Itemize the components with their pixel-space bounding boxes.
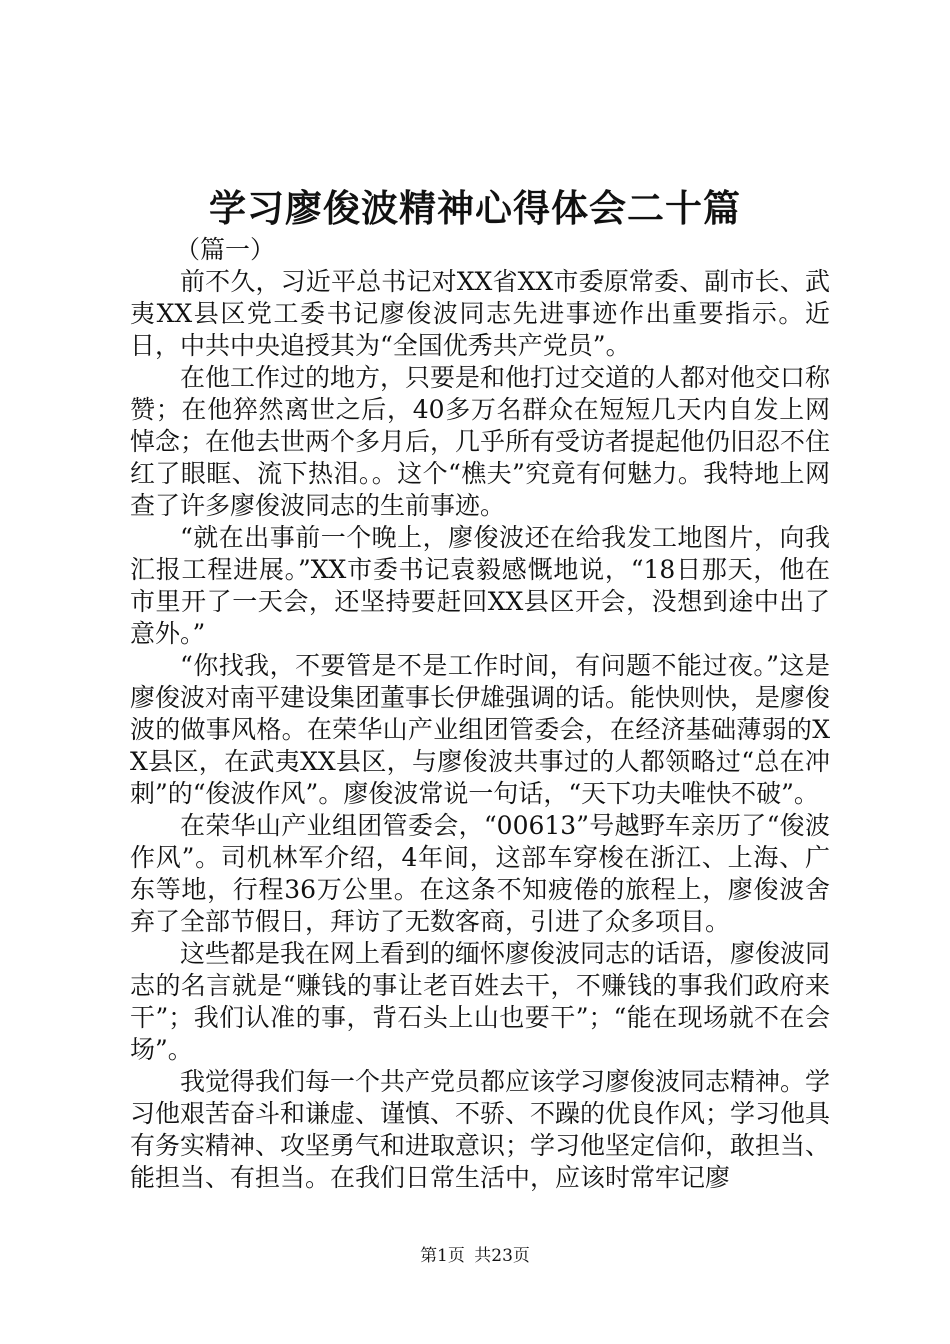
paragraph-1: 前不久，习近平总书记对XX省XX市委原常委、副市长、武夷XX县区党工委书记廖俊波同志先进事迹作出重要指示。近日，中共中央追授其为“全国优秀共产党员”。	[130, 267, 830, 360]
paragraph-6: 这些都是我在网上看到的缅怀廖俊波同志的话语，廖俊波同志的名言就是“赚钱的事让老百姓去干，不赚钱的事我们政府来干”；我们认准的事，背石头上山也要干”；“能在现场就不在会场”。	[130, 939, 831, 1064]
paragraph-5: 在荣华山产业组团管委会，“00613”号越野车亲历了“俊波作风”。司机林军介绍，4年间，这部车穿梭在浙江、上海、广东等地，行程36万公里。在这条不知疲倦的旅程上，廖俊波舍弃了全部节假日，拜访了无数客商，引进了众多项目。	[130, 811, 830, 936]
document-title: 学习廖俊波精神心得体会二十篇	[209, 186, 741, 230]
page-footer	[0, 1244, 950, 1268]
paragraph-4: “你找我，不要管是不是工作时间，有问题不能过夜。”这是廖俊波对南平建设集团董事长伊雄强调的话。能快则快，是廖俊波的做事风格。在荣华山产业组团管委会，在经济基础薄弱的XX县区，在武夷XX县区，与廖俊波共事过的人都领略过“总在冲刺”的“俊波作风”。廖俊波常说一句话，“天下功夫唯快不破”。	[130, 651, 831, 808]
page-number: 第1页	[420, 1246, 465, 1266]
page-total: 共23页	[474, 1246, 530, 1266]
document-body	[130, 234, 830, 1194]
paragraph-2: 在他工作过的地方，只要是和他打过交道的人都对他交口称赞；在他猝然离世之后，40多万名群众在短短几天内自发上网悼念；在他去世两个多月后，几乎所有受访者提起他仍旧忍不住红了眼眶、流下热泪。。这个“樵夫”究竟有何魅力。我特地上网查了许多廖俊波同志的生前事迹。	[130, 363, 831, 520]
paragraph-3: “就在出事前一个晚上，廖俊波还在给我发工地图片，向我汇报工程进展。”XX市委书记袁毅感慨地说，“18日那天，他在市里开了一天会，还坚持要赶回XX县区开会，没想到途中出了意外。”	[130, 523, 830, 648]
paragraph-7: 我觉得我们每一个共产党员都应该学习廖俊波同志精神。学习他艰苦奋斗和谦虚、谨慎、不骄、不躁的优良作风；学习他具有务实精神、攻坚勇气和进取意识；学习他坚定信仰，敢担当、能担当、有担当。在我们日常生活中，应该时常牢记廖	[130, 1067, 831, 1192]
section-label: （篇一）	[175, 235, 276, 264]
